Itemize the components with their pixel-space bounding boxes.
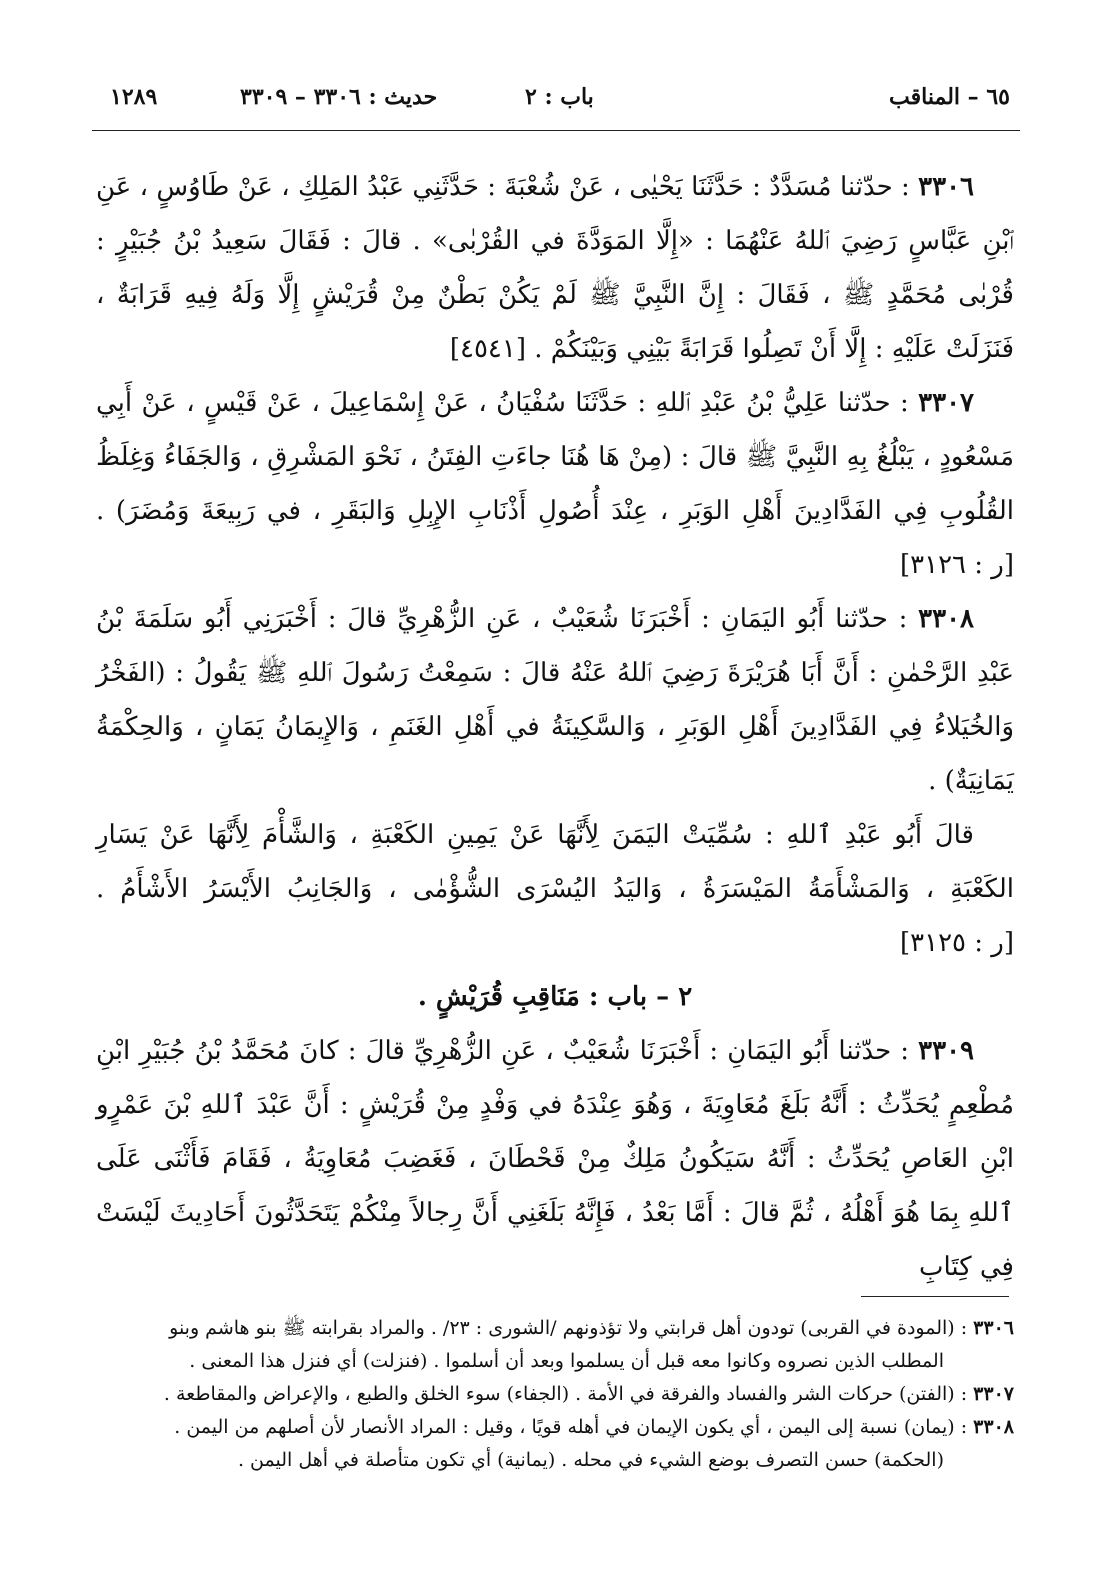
- footnote-3307: [96, 1378, 1014, 1411]
- footnote-text: : (المودة في القربى) تودون أهل قرابتي ولا تؤذونهم /الشورى : ٢٣/ . والمراد بقرابته ﷺ بنو هاشم وبنو: [169, 1317, 974, 1339]
- footnote-3308: [96, 1411, 1014, 1444]
- footnote-number: ٣٣٠٨: [973, 1416, 1014, 1438]
- footnote-divider: [861, 1296, 1009, 1297]
- footnote-text: : (الفتن) حركات الشر والفساد والفرقة في الأمة . (الجفاء) سوء الخلق والطبع ، والإعراض والمقاطعة .: [163, 1383, 974, 1405]
- hadith-text: : حدّثنا أَبُو اليَمَانِ : أَخْبَرَنَا شُعَيْبٌ ، عَنِ الزُّهْرِيِّ قالَ : كانَ مُحَمَّدُ بْنُ جُبَيْرِ ابْنِ مُطْعِمٍ يُحَدِّثُ : أَنَّهُ بَلَغَ مُعَاوِيَةَ ، وَهُوَ عِنْدَهُ في وَفْدٍ مِنْ قُرَيْشٍ : أَنَّ عَبْدَ ٱللهِ بْنَ عَمْرٍو ابْنِ العَاصِ يُحَدِّثُ : أَنَّهُ سَيَكُونُ مَلِكٌ مِنْ قَحْطَانَ ، فَغَضِبَ مُعَاوِيَةُ ، فَقَامَ فَأَثْنَى عَلَى ٱللهِ بِمَا هُوَ أَهْلُهُ ، ثُمَّ قالَ : أَمَّا بَعْدُ ، فَإِنَّهُ بَلَغَنِي أَنَّ رِجالاً مِنْكُمْ يَتَحَدَّثُونَ أَحَادِيثَ لَيْسَتْ فِي كِتَابِ: [96, 1036, 1014, 1282]
- hadith-3306: [96, 160, 1014, 376]
- cross-reference: [ر : ٣١٢٥]: [899, 928, 1014, 958]
- page-number: ١٢٨٩: [110, 84, 158, 110]
- hadith-3308: [96, 592, 1014, 808]
- hadith-text: : حدّثنا عَلِيُّ بْنُ عَبْدِ ٱللهِ : حَدَّثَنَا سُفْيَانُ ، عَنْ إِسْمَاعِيلَ ، عَنْ قَيْسٍ ، عَنْ أَبِي مَسْعُودٍ ، يَبْلُغُ بِهِ النَّبِيَّ ﷺ قالَ : (مِنْ هَا هُنَا جاءَتِ الفِتَنُ ، نَحْوَ المَشْرِقِ ، وَالجَفَاءُ وَغِلَظُ القُلُوبِ فِي الفَدَّادِينَ أَهْلِ الوَبَرِ ، عِنْدَ أُصُولِ أَذْنَابِ الإِبِلِ وَالبَقَرِ ، في رَبِيعَةَ وَمُضَرَ) .: [96, 388, 1014, 526]
- footnote-3306-continued: المطلب الذين نصروه وكانوا معه قبل أن يسلموا وبعد أن أسلموا . (فنزلت) أي فنزل هذا المعنى .: [189, 1350, 944, 1372]
- comment-text: قالَ أَبُو عَبْدِ ٱللهِ : سُمِّيَتْ اليَمَنَ لِأَنَّهَا عَنْ يَمِينِ الكَعْبَةِ ، وَالشَّأْمَ لِأَنَّهَا عَنْ يَسَارِ الكَعْبَةِ ، وَالمَشْأَمَةُ المَيْسَرَةُ ، وَاليَدُ اليُسْرَى الشُّؤْمٰى ، وَالجَانِبُ الأَيْسَرُ الأَشْأَمُ .: [96, 820, 1014, 904]
- chapter-heading: ٢ – باب : مَنَاقِبِ قُرَيْشٍ .: [417, 982, 693, 1012]
- hadith-text: : حدّثنا أَبُو اليَمَانِ : أَخْبَرَنَا شُعَيْبٌ ، عَنِ الزُّهْرِيِّ قالَ : أَخْبَرَنِي أَبُو سَلَمَةَ بْنُ عَبْدِ الرَّحْمٰنِ : أَنَّ أَبَا هُرَيْرَةَ رَضِيَ ٱللهُ عَنْهُ قالَ : سَمِعْتُ رَسُولَ ٱللهِ ﷺ يَقُولُ : (الفَخْرُ وَالخُيَلاءُ فِي الفَدَّادِينَ أَهْلِ الوَبَرِ ، وَالسَّكِينَةُ في أَهْلِ الغَنَمِ ، وَالإِيمَانُ يَمَانٍ ، وَالحِكْمَةُ يَمَانِيَةٌ) .: [96, 604, 1014, 796]
- cross-reference: [ر : ٣١٢٦]: [899, 550, 1014, 580]
- footnote-3306: [96, 1312, 1014, 1345]
- footnote-3308-continued: (الحكمة) حسن التصرف بوضع الشيء في محله . (يمانية) أي تكون متأصلة في أهل اليمن .: [237, 1449, 944, 1471]
- bab-number: باب : ٢: [525, 84, 594, 110]
- running-header: [100, 84, 1010, 124]
- footnote-number: ٣٣٠٦: [973, 1317, 1014, 1339]
- hadith-number: ٣٣٠٨: [918, 604, 974, 634]
- main-text: [96, 160, 1014, 1294]
- cross-reference: [٤٥٤١]: [449, 334, 527, 364]
- hadith-text: : حدّثنا مُسَدَّدٌ : حَدَّثَنَا يَحْيٰى ، عَنْ شُعْبَةَ : حَدَّثَنِي عَبْدُ المَلِكِ ، عَنْ طَاوُسٍ ، عَنِ ٱبْنِ عَبَّاسٍ رَضِيَ ٱللهُ عَنْهُمَا : «إِلَّا المَوَدَّةَ في القُرْبٰى» . قالَ : فَقَالَ سَعِيدُ بْنُ جُبَيْرٍ : قُرْبٰى مُحَمَّدٍ ﷺ ، فَقَالَ : إِنَّ النَّبِيَّ ﷺ لَمْ يَكُنْ بَطْنٌ مِنْ قُرَيْشٍ إِلَّا وَلَهُ فِيهِ قَرَابَةٌ ، فَنَزَلَتْ عَلَيْهِ : إِلَّا أَنْ تَصِلُوا قَرَابَةً بَيْنِي وَبَيْنَكُمْ .: [96, 172, 1014, 364]
- hadith-number: ٣٣٠٧: [918, 388, 974, 418]
- footnote-number: ٣٣٠٧: [973, 1383, 1014, 1405]
- header-divider: [92, 130, 1020, 131]
- author-comment: [96, 808, 1014, 970]
- hadith-number: ٣٣٠٩: [918, 1036, 974, 1066]
- hadith-3307: [96, 376, 1014, 592]
- hadith-number: ٣٣٠٦: [918, 172, 974, 202]
- hadith-range: حديث : ٣٣٠٦ – ٣٣٠٩: [240, 84, 438, 110]
- footnotes: [96, 1312, 1014, 1477]
- footnote-text: : (يمان) نسبة إلى اليمن ، أي يكون الإيمان في أهله قويًا ، وقيل : المراد الأنصار لأن أصلهم من اليمن .: [174, 1416, 974, 1438]
- book-title: ٦٥ – المناقب: [889, 84, 1010, 110]
- hadith-3309: [96, 1024, 1014, 1294]
